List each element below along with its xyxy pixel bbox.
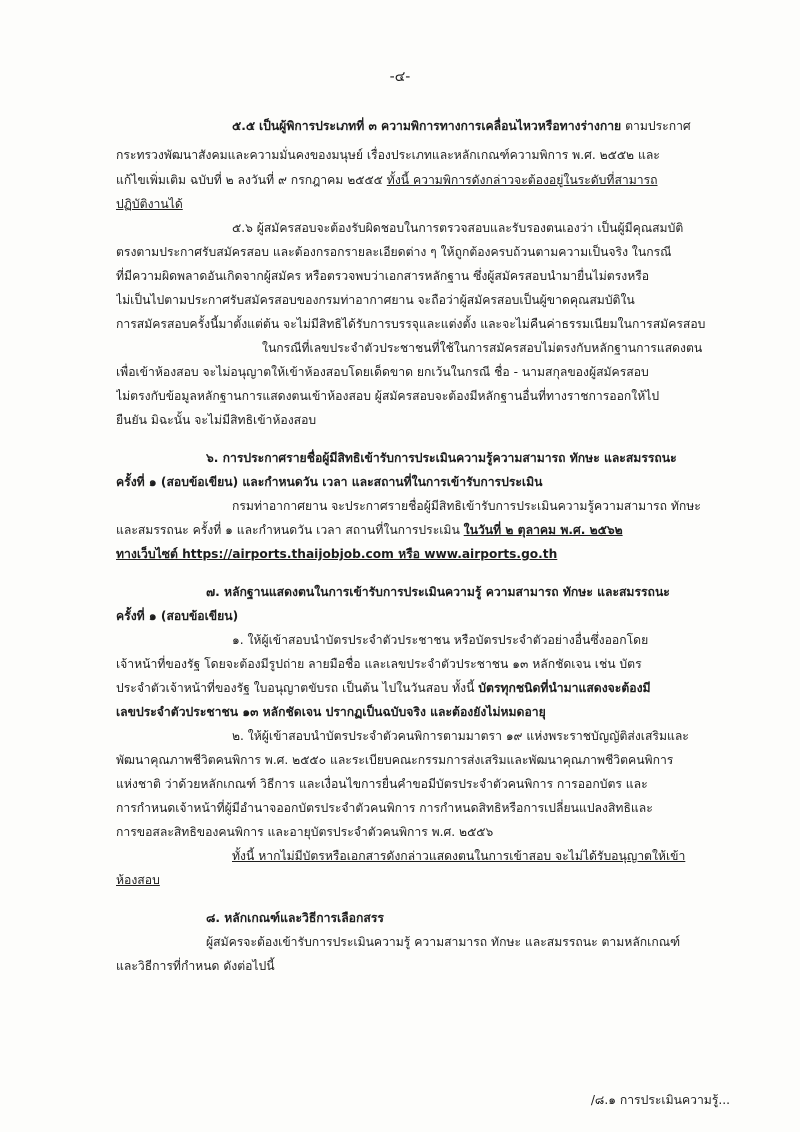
section-5-5-line-3 [116, 170, 731, 190]
section-5-5-heading-rest: ตามประกาศ [625, 119, 691, 133]
section-5-6-line-6: ในกรณีที่เลขประจำตัวประชาชนที่ใช้ในการสมัครสอบไม่ตรงกับหลักฐานการแสดงตน [262, 341, 703, 355]
section-5-6-line-7: เพื่อเข้าห้องสอบ จะไม่อนุญาตให้เข้าห้องสอบโดยเด็ดขาด ยกเว้นในกรณี ชื่อ - นามสกุลของผู้สมัครสอบ [116, 365, 649, 379]
section-5-5-number: ๕.๕ [232, 119, 256, 133]
section-7-item-1-line-3a: ประจำตัวเจ้าหน้าที่ของรัฐ ใบอนุญาตขับรถ เป็นต้น ไปในวันสอบ ทั้งนี้ [116, 681, 475, 695]
section-7-item-1-line-1: ๑. ให้ผู้เข้าสอบนำบัตรประจำตัวประชาชน หรือบัตรประจำตัวอย่างอื่นซึ่งออกโดย [232, 633, 649, 647]
section-5-5-line-3a: แก้ไขเพิ่มเติม ฉบับที่ ๒ ลงวันที่ ๙ กรกฎาคม ๒๕๕๕ [116, 173, 383, 187]
section-7-item-1-line-2: เจ้าหน้าที่ของรัฐ โดยจะต้องมีรูปถ่าย ลายมือชื่อ และเลขประจำตัวประชาชน ๑๓ หลักชัดเจน เช่น บัตร [116, 657, 642, 671]
section-7-item-2-line-2: พัฒนาคุณภาพชีวิตคนพิการ พ.ศ. ๒๕๕๐ และระเบียบคณะกรรมการส่งเสริมและพัฒนาคุณภาพชีวิตคนพิการ [116, 753, 674, 767]
announcement-date: ในวันที่ ๒ ตุลาคม พ.ศ. ๒๕๖๒ [463, 523, 623, 537]
section-6-para-line-1: กรมท่าอากาศยาน จะประกาศรายชื่อผู้มีสิทธิเข้ารับการประเมินความรู้ความสามารถ ทักษะ [232, 499, 701, 513]
section-7-item-2-line-1: ๒. ให้ผู้เข้าสอบนำบัตรประจำตัวคนพิการตามมาตรา ๑๙ แห่งพระราชบัญญัติส่งเสริมและ [232, 729, 689, 743]
section-7-heading-line-2: ครั้งที่ ๑ (สอบข้อเขียน) [116, 609, 239, 623]
page-continuation: /๘.๑ การประเมินความรู้... [590, 1093, 730, 1107]
section-5-5-line-3b: ทั้งนี้ ความพิการดังกล่าวจะต้องอยู่ในระดับที่สามารถ [386, 173, 658, 187]
section-7-item-1-line-3 [116, 678, 731, 698]
section-5-6-line-1: ๕.๖ ผู้สมัครสอบจะต้องรับผิดชอบในการตรวจสอบและรับรองตนเองว่า เป็นผู้มีคุณสมบัติ [232, 221, 684, 235]
section-5-6-line-9: ยืนยัน มิฉะนั้น จะไม่มีสิทธิเข้าห้องสอบ [116, 413, 317, 427]
section-8-para-line-2: และวิธีการที่กำหนด ดังต่อไปนี้ [116, 959, 275, 973]
section-5-6-line-8: ไม่ตรงกับข้อมูลหลักฐานการแสดงตนเข้าห้องสอบ ผู้สมัครสอบจะต้องมีหลักฐานอื่นที่ทางราชการออกให้ไป [116, 389, 660, 403]
section-7-item-1-line-3b: บัตรทุกชนิดที่นำมาแสดงจะต้องมี [478, 681, 651, 695]
section-5-5-line-1 [232, 116, 730, 136]
section-7-item-1-line-4: เลขประจำตัวประชาชน ๑๓ หลักชัดเจน ปรากฏเป็นฉบับจริง และต้องยังไม่หมดอายุ [116, 705, 546, 719]
section-7-note-line-2: ห้องสอบ [116, 873, 160, 887]
section-5-6-line-2: ตรงตามประกาศรับสมัครสอบ และต้องกรอกรายละเอียดต่าง ๆ ให้ถูกต้องครบถ้วนตามความเป็นจริง ในกรณี [116, 245, 672, 259]
section-5-5-line-2: กระทรวงพัฒนาสังคมและความมั่นคงของมนุษย์ เรื่องประเภทและหลักเกณฑ์ความพิการ พ.ศ. ๒๕๕๒ และ [116, 148, 660, 162]
section-5-6-line-4: ไม่เป็นไปตามประกาศรับสมัครสอบของกรมท่าอากาศยาน จะถือว่าผู้สมัครสอบเป็นผู้ขาดคุณสมบัติใน [116, 293, 635, 307]
section-6-heading-line-1: ๖. การประกาศรายชื่อผู้มีสิทธิเข้ารับการประเมินความรู้ความสามารถ ทักษะ และสมรรถนะ [206, 451, 677, 465]
section-7-item-2-line-5: การขอสละสิทธิของคนพิการ และอายุบัตรประจำตัวคนพิการ พ.ศ. ๒๕๕๖ [116, 825, 494, 839]
section-8-para-line-1: ผู้สมัครจะต้องเข้ารับการประเมินความรู้ ความสามารถ ทักษะ และสมรรถนะ ตามหลักเกณฑ์ [206, 935, 681, 949]
section-6-para-line-2 [116, 520, 731, 540]
section-8-heading: ๘. หลักเกณฑ์และวิธีการเลือกสรร [206, 911, 384, 925]
section-7-item-2-line-3: แห่งชาติ ว่าด้วยหลักเกณฑ์ วิธีการ และเงื่อนไขการยื่นคำขอมีบัตรประจำตัวคนพิการ การออกบัตร และ [116, 777, 648, 791]
section-7-note-line-1: ทั้งนี้ หากไม่มีบัตรหรือเอกสารดังกล่าวแสดงตนในการเข้าสอบ จะไม่ได้รับอนุญาตให้เข้า [232, 849, 686, 863]
section-7-heading-line-1: ๗. หลักฐานแสดงตนในการเข้ารับการประเมินความรู้ ความสามารถ ทักษะ และสมรรถนะ [206, 585, 670, 599]
section-5-5-line-4: ปฏิบัติงานได้ [116, 197, 183, 211]
section-6-heading-line-2: ครั้งที่ ๑ (สอบข้อเขียน) และกำหนดวัน เวลา และสถานที่ในการเข้ารับการประเมิน [116, 475, 543, 489]
section-5-5-heading: เป็นผู้พิการประเภทที่ ๓ ความพิการทางการเคลื่อนไหวหรือทางร่างกาย [258, 119, 622, 133]
section-5-6-line-5: การสมัครสอบครั้งนี้มาตั้งแต่ต้น จะไม่มีสิทธิได้รับการบรรจุและแต่งตั้ง และจะไม่คืนค่าธรรมเนียมในการสมัครสอบ [116, 317, 706, 331]
section-6-para-line-2a: และสมรรถนะ ครั้งที่ ๑ และกำหนดวัน เวลา สถานที่ในการประเมิน [116, 523, 460, 537]
section-5-6-line-3: ที่มีความผิดพลาดอันเกิดจากผู้สมัคร หรือตรวจพบว่าเอกสารหลักฐาน ซึ่งผู้สมัครสอบนำมายื่นไม่ตรงหรือ [116, 269, 650, 283]
section-7-item-2-line-4: การกำหนดเจ้าหน้าที่ผู้มีอำนาจออกบัตรประจำตัวคนพิการ การกำหนดสิทธิหรือการเปลี่ยนแปลงสิทธิและ [116, 801, 653, 815]
announcement-website: ทางเว็บไซต์ https://airports.thaijobjob.com หรือ www.airports.go.th [116, 547, 558, 561]
page-number: -๔- [389, 69, 411, 85]
